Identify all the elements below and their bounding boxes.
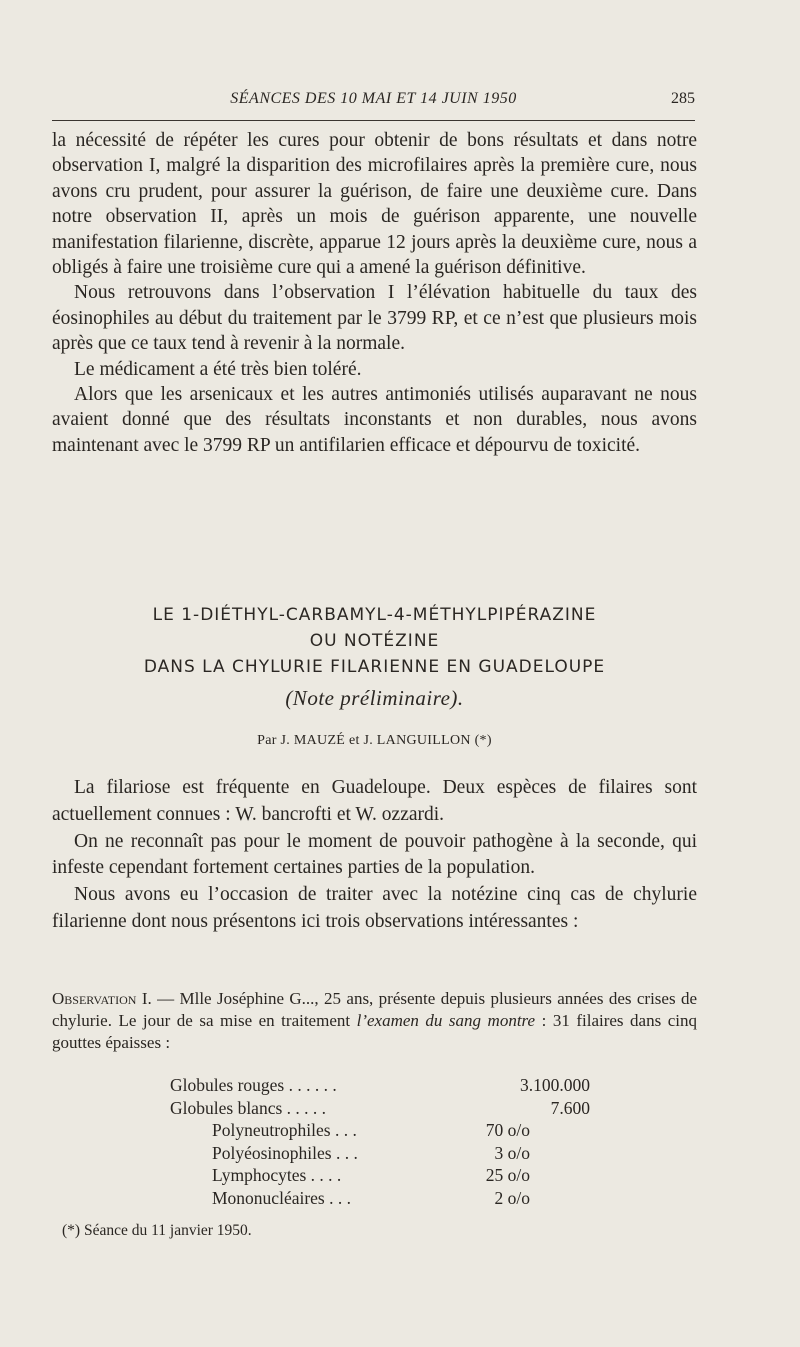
observation-text-end: : 31 filaires dans cinq gouttes épaisses : <box>52 1011 697 1052</box>
page-number: 285 <box>671 90 695 107</box>
byline: Par J. MAUZÉ et J. LANGUILLON (*) <box>257 733 492 748</box>
row-label: Lymphocytes . . . . <box>212 1165 342 1185</box>
paragraph: On ne reconnaît pas pour le moment de pouvoir pathogène à la seconde, qui infeste cependant fortement certaines parties de la population. <box>52 830 697 879</box>
observation-text: — Mlle Joséphine G..., 25 ans, présente depuis plusieurs années des crises de chylurie. Le jour de sa mise en traitement <box>52 989 697 1030</box>
article-body <box>52 775 697 936</box>
row-label: Polyneutrophiles . . . <box>212 1120 357 1140</box>
table-row <box>170 1074 590 1097</box>
table-row <box>170 1142 590 1165</box>
paragraph: Le médicament a été très bien toléré. <box>74 358 362 380</box>
footnote: (*) Séance du 11 janvier 1950. <box>62 1222 252 1239</box>
row-value: 3.100.000 <box>520 1075 590 1095</box>
table-row <box>170 1119 590 1142</box>
paragraph: Alors que les arsenicaux et les autres antimoniés utilisés auparavant ne nous avaient donné que des résultats inconstants et non durables, nous avons maintenant avec le 3799 RP un antifilarien efficace et dépourvu de toxicité. <box>52 384 697 456</box>
row-value: 7.600 <box>550 1097 590 1118</box>
observation-label: Observation I. <box>52 989 152 1008</box>
row-value: 2 o/o <box>494 1187 530 1208</box>
paragraph: Nous avons eu l’occasion de traiter avec la notézine cinq cas de chylurie filarienne dont nous présentons ici trois observations intéressantes : <box>52 884 697 932</box>
table-row <box>170 1097 590 1120</box>
row-label: Globules rouges . . . . . . <box>170 1075 337 1095</box>
row-value: 3 o/o <box>494 1142 530 1163</box>
paragraph: La filariose est fréquente en Guadeloupe. Deux espèces de filaires sont actuellement connues : W. bancrofti et W. ozzardi. <box>52 777 697 825</box>
blood-count-table <box>170 1074 590 1209</box>
row-label: Polyéosinophiles . . . <box>212 1142 358 1163</box>
title-line: OU NOTÉZINE <box>309 631 440 651</box>
table-row <box>170 1187 590 1210</box>
title-line: DANS LA CHYLURIE FILARIENNE EN GUADELOUPE <box>143 657 606 677</box>
continuation-text <box>52 128 697 458</box>
title-line: LE 1-DIÉTHYL-CARBAMYL-4-MÉTHYLPIPÉRAZINE <box>152 605 597 625</box>
running-head <box>52 90 695 121</box>
article-title <box>52 602 697 680</box>
row-value: 25 o/o <box>485 1165 530 1185</box>
observation-italic: l’examen du sang montre <box>356 1011 536 1030</box>
observation-paragraph <box>52 988 697 1054</box>
running-title: SÉANCES DES 10 MAI ET 14 JUIN 1950 <box>230 90 517 107</box>
row-value: 70 o/o <box>485 1120 530 1140</box>
paragraph: la nécessité de répéter les cures pour obtenir de bons résultats et dans notre observation I, malgré la disparition des microfilaires après la première cure, nous avons cru prudent, pour assurer la guérison, de faire une deuxième cure. Dans notre observation II, après un mois de guérison apparente, une nouvelle manifestation filarienne, discrète, apparue 12 jours après la deuxième cure, nous a obligés à faire une troisième cure qui a amené la guérison définitive. <box>52 130 697 279</box>
row-label: Mononucléaires . . . <box>212 1187 351 1208</box>
paragraph: Nous retrouvons dans l’observation I l’élévation habituelle du taux des éosinophiles au début du traitement par le 3799 RP, et ce n’est que plusieurs mois après que ce taux tend à revenir à la normale. <box>52 282 697 355</box>
table-row <box>170 1164 590 1187</box>
row-label: Globules blancs . . . . . <box>170 1097 327 1118</box>
article-subtitle: (Note préliminaire). <box>285 686 464 710</box>
